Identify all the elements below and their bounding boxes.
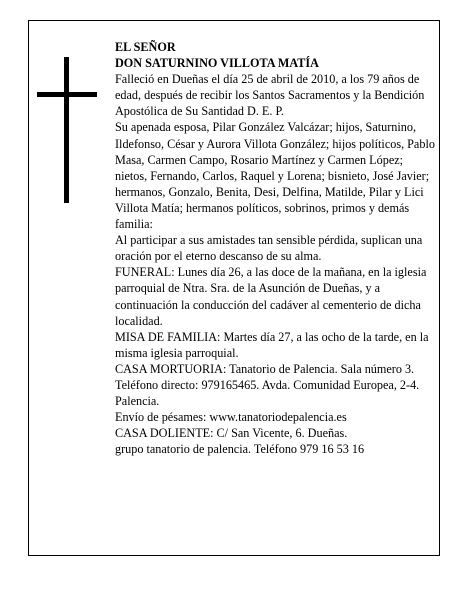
prayer-paragraph: Al participar a sus amistades tan sensible pérdida, suplican una oración por el eterno descanso de su alma.: [115, 233, 423, 264]
death-paragraph: Falleció en Dueñas el día 25 de abril de 2010, a los 79 años de edad, después de recibir los Santos Sacramentos y la Bendición Apostólica de Su Santidad D. E. P.: [115, 72, 425, 119]
cross-horizontal-bar: [37, 92, 97, 97]
cross-icon: [37, 57, 97, 203]
family-paragraph: Su apenada esposa, Pilar González Valcázar; hijos, Saturnino, Ildefonso, César y Aurora Villota González; hijos políticos, Pablo Masa, Carmen Campo, Rosario Martínez y Carmen López; nietos, Fernando, Carlos, Raquel y Lorena; bisnieto, José Javier; hermanos, Gonzalo, Benita, Desi, Delfina, Matilde, Pilar y Lici Villota Matía; hermanos políticos, sobrinos, primos y demás familia:: [115, 120, 435, 232]
obituary-text: [115, 39, 437, 457]
funeral-home-paragraph: CASA MORTUORIA: Tanatorio de Palencia. Sala número 3. Teléfono directo: 979165465. Avda. Comunidad Europea, 2-4. Palencia.: [115, 361, 420, 409]
funeral-group-line: grupo tanatorio de palencia. Teléfono 979 16 53 16: [115, 442, 365, 457]
obituary-card: [28, 20, 440, 556]
cross-vertical-bar: [64, 57, 69, 203]
mourning-house-line: CASA DOLIENTE: C/ San Vicente, 6. Dueñas.: [115, 426, 348, 441]
heading: EL SEÑOR: [115, 40, 176, 54]
family-mass-paragraph: MISA DE FAMILIA: Martes día 27, a las ocho de la tarde, en la misma iglesia parroquial.: [115, 329, 429, 360]
funeral-paragraph: FUNERAL: Lunes día 26, a las doce de la mañana, en la iglesia parroquial de Ntra. Sra. de la Asunción de Dueñas, y a continuación la conducción del cadáver al cementerio de dicha localidad.: [115, 265, 427, 328]
deceased-name: DON SATURNINO VILLOTA MATÍA: [115, 56, 319, 71]
condolences-line: Envío de pésames: www.tanatoriodepalencia.es: [115, 410, 347, 425]
